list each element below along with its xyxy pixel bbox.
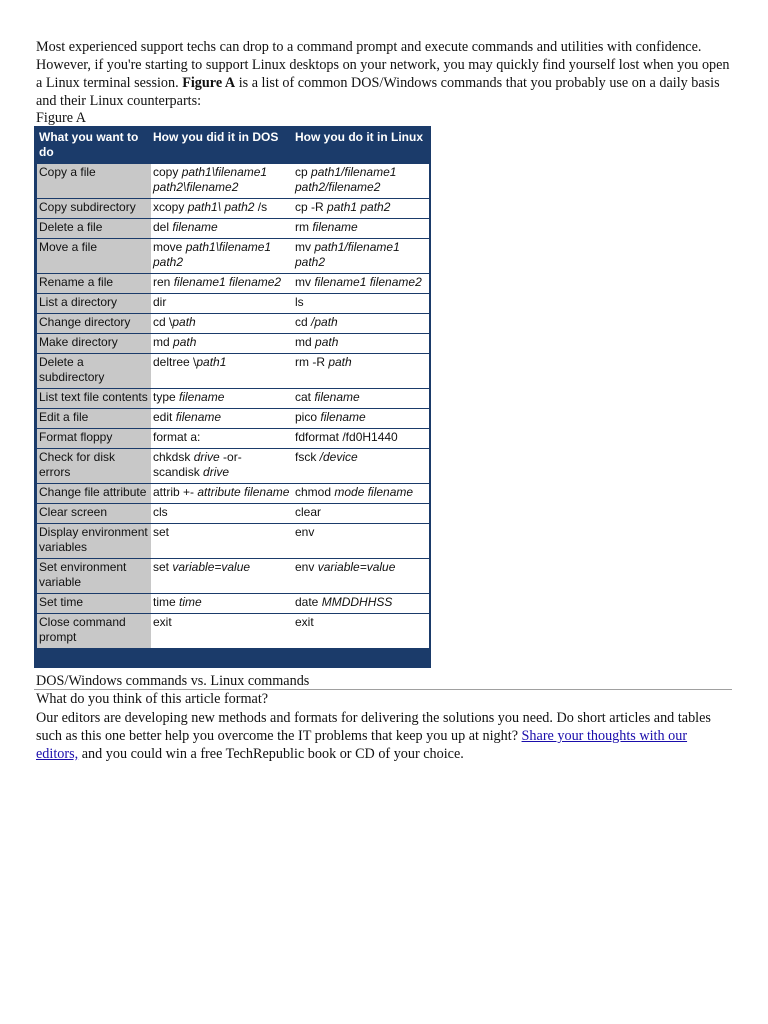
cell-dos: edit filename: [151, 409, 293, 429]
cell-linux: cat filename: [293, 389, 429, 409]
table-row: [37, 484, 429, 504]
cell-dos: set: [151, 524, 293, 559]
cell-linux: mv filename1 filename2: [293, 274, 429, 294]
cell-linux: clear: [293, 504, 429, 524]
feedback-tail: and you could win a free TechRepublic book or CD of your choice.: [81, 746, 464, 762]
cell-linux: cd /path: [293, 314, 429, 334]
table-row: [37, 294, 429, 314]
cell-dos: xcopy path1\ path2 /s: [151, 199, 293, 219]
cell-linux: fdformat /fd0H1440: [293, 429, 429, 449]
table-row: [37, 334, 429, 354]
cell-dos: set variable=value: [151, 559, 293, 594]
cell-dos: move path1\filename1 path2: [151, 239, 293, 274]
cell-task: Change file attribute: [37, 484, 151, 504]
cell-task: Rename a file: [37, 274, 151, 294]
feedback-body: Our editors are developing new methods and formats for delivering the solutions you need. Do short articles and tables such as this one better help you overcome the IT problems that keep you up at night?: [36, 710, 711, 744]
cell-linux: env: [293, 524, 429, 559]
table-row: [37, 409, 429, 429]
cell-dos: copy path1\filename1 path2\filename2: [151, 163, 293, 199]
table-row: [37, 219, 429, 239]
cell-dos: exit: [151, 614, 293, 649]
table-caption: DOS/Windows commands vs. Linux commands: [36, 673, 310, 689]
table-body: [37, 163, 429, 648]
cell-dos: type filename: [151, 389, 293, 409]
header-linux: How you do it in Linux: [293, 128, 429, 163]
cell-dos: deltree \path1: [151, 354, 293, 389]
cell-task: List text file contents: [37, 389, 151, 409]
table-row: [37, 314, 429, 334]
cell-linux: md path: [293, 334, 429, 354]
cell-task: Make directory: [37, 334, 151, 354]
table-header-row: [37, 128, 429, 163]
cell-task: List a directory: [37, 294, 151, 314]
cell-dos: cd \path: [151, 314, 293, 334]
cell-task: Edit a file: [37, 409, 151, 429]
cell-linux: chmod mode filename: [293, 484, 429, 504]
cell-linux: date MMDDHHSS: [293, 594, 429, 614]
feedback-title: What do you think of this article format?: [36, 691, 269, 707]
cell-task: Format floppy: [37, 429, 151, 449]
cell-linux: exit: [293, 614, 429, 649]
table-row: [37, 239, 429, 274]
table-row: [37, 504, 429, 524]
table-row: [37, 199, 429, 219]
divider: [34, 689, 732, 690]
cell-linux: cp path1/filename1 path2/filename2: [293, 163, 429, 199]
table-row: [37, 559, 429, 594]
cell-task: Delete a file: [37, 219, 151, 239]
cell-dos: del filename: [151, 219, 293, 239]
cell-linux: ls: [293, 294, 429, 314]
cell-dos: dir: [151, 294, 293, 314]
table-row: [37, 449, 429, 484]
cell-task: Set environment variable: [37, 559, 151, 594]
cell-dos: attrib +- attribute filename: [151, 484, 293, 504]
table-row: [37, 524, 429, 559]
table-row: [37, 274, 429, 294]
cell-linux: rm filename: [293, 219, 429, 239]
table-row: [37, 389, 429, 409]
header-dos: How you did it in DOS: [151, 128, 293, 163]
cell-task: Move a file: [37, 239, 151, 274]
table-row: [37, 429, 429, 449]
table-row: [37, 163, 429, 199]
cell-linux: fsck /device: [293, 449, 429, 484]
cell-task: Set time: [37, 594, 151, 614]
cell-dos: cls: [151, 504, 293, 524]
cell-task: Display environment variables: [37, 524, 151, 559]
figure-label: Figure A: [36, 110, 87, 126]
cell-linux: env variable=value: [293, 559, 429, 594]
cell-dos: ren filename1 filename2: [151, 274, 293, 294]
header-task: What you want to do: [37, 128, 151, 163]
table-row: [37, 614, 429, 649]
intro-figure-ref: Figure A: [182, 75, 236, 91]
cell-task: Clear screen: [37, 504, 151, 524]
cell-task: Copy subdirectory: [37, 199, 151, 219]
cell-linux: rm -R path: [293, 354, 429, 389]
table-row: [37, 594, 429, 614]
cell-dos: format a:: [151, 429, 293, 449]
feedback-paragraph: [36, 709, 728, 763]
command-table-frame: [34, 126, 431, 668]
share-thoughts-link[interactable]: Share your thoughts with our editors,: [36, 728, 688, 762]
cell-dos: chkdsk drive -or- scandisk drive: [151, 449, 293, 484]
cell-task: Change directory: [37, 314, 151, 334]
intro-text-after: is a list of common DOS/Windows commands that you probably use on a daily basis and their Linux counterparts:: [36, 75, 720, 109]
cell-linux: cp -R path1 path2: [293, 199, 429, 219]
cell-task: Copy a file: [37, 163, 151, 199]
intro-text-before: Most experienced support techs can drop to a command prompt and execute commands and utilities with confidence. However, if you're starting to support Linux desktops on your network, you may quickly find yourself lost when you open a Linux terminal session.: [36, 39, 730, 91]
cell-dos: md path: [151, 334, 293, 354]
cell-dos: time time: [151, 594, 293, 614]
command-table: [37, 128, 429, 648]
cell-linux: mv path1/filename1 path2: [293, 239, 429, 274]
cell-linux: pico filename: [293, 409, 429, 429]
table-row: [37, 354, 429, 389]
intro-paragraph: [36, 38, 736, 110]
cell-task: Close command prompt: [37, 614, 151, 649]
cell-task: Delete a subdirectory: [37, 354, 151, 389]
cell-task: Check for disk errors: [37, 449, 151, 484]
